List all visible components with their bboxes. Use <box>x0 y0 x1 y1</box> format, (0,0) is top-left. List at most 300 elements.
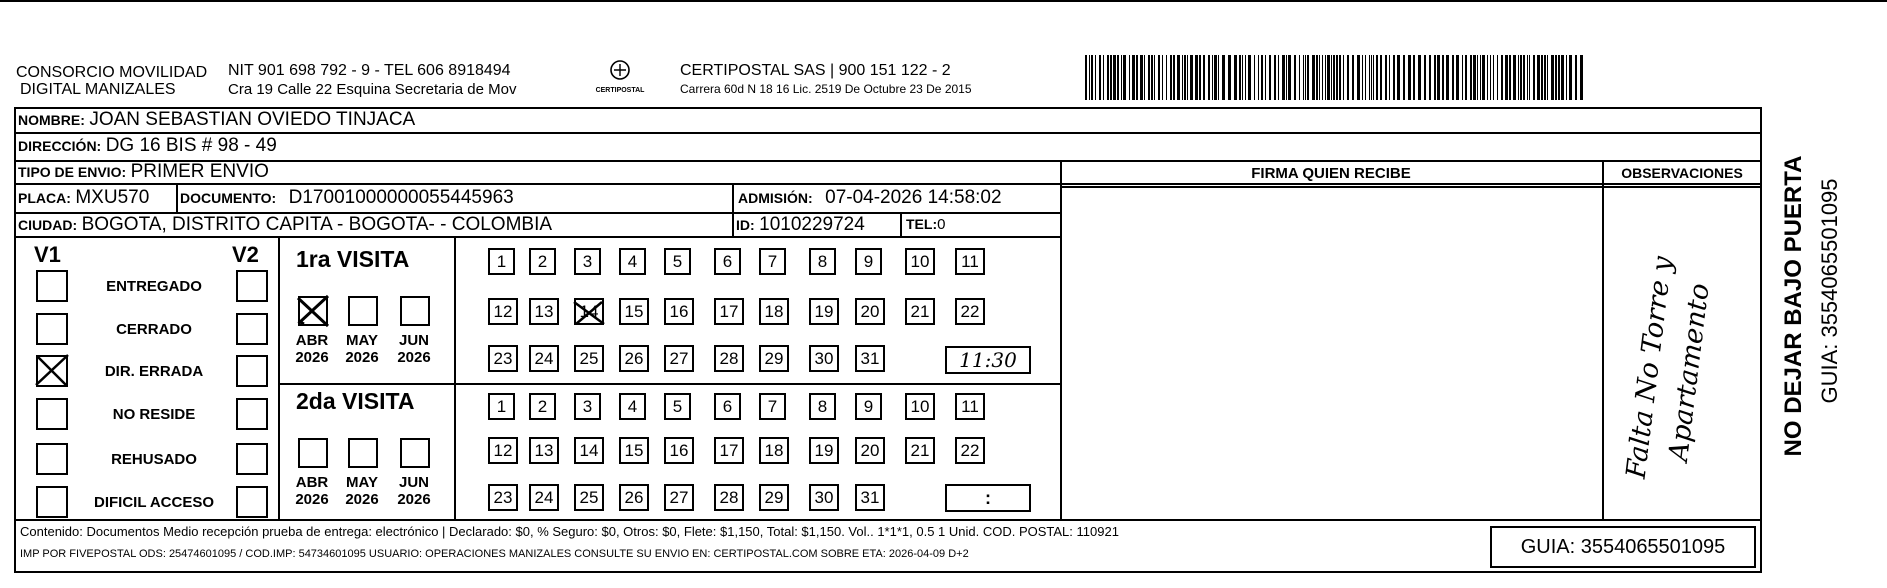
visit2-day-checkbox[interactable]: 12 <box>488 437 518 464</box>
signature-label: FIRMA QUIEN RECIBE <box>1251 165 1411 182</box>
v2-checkbox[interactable] <box>236 486 268 518</box>
barcode-bar <box>1089 55 1090 100</box>
footer-divider <box>14 519 1762 521</box>
barcode-bar <box>1123 55 1126 100</box>
visit1-day-checkbox[interactable]: 15 <box>619 298 649 325</box>
month-year: 2026 <box>345 349 379 366</box>
visit1-day-checkbox[interactable]: 11 <box>955 248 985 275</box>
ship-type-label: TIPO DE ENVIO: <box>18 164 127 180</box>
visit2-day-checkbox[interactable]: 27 <box>664 484 694 511</box>
barcode-bar <box>1136 55 1138 100</box>
visit2-day-checkbox[interactable]: 9 <box>855 393 882 420</box>
visit1-month-label <box>392 332 436 366</box>
barcode-bar <box>1333 55 1335 100</box>
visit1-day-checkbox[interactable]: 26 <box>619 345 649 372</box>
footer-imp: IMP POR FIVEPOSTAL ODS: 25474601095 / COD.IMP: 54734601095 USUARIO: OPERACIONES MANIZALES CONSULTE SU ENVIO EN: CERTIPOSTAL.COM SOBRE ETA: 2026-04-09 D+2 <box>20 548 969 560</box>
barcode-bar <box>1121 55 1122 100</box>
visit1-month-label <box>290 332 334 366</box>
visit2-day-checkbox[interactable]: 13 <box>529 437 559 464</box>
barcode-bar <box>1403 55 1405 100</box>
barcode-bar <box>1343 55 1344 100</box>
carrier-address: Carrera 60d N 18 16 Lic. 2519 De Octubre 23 De 2015 <box>680 82 972 96</box>
row-divider <box>14 183 1762 185</box>
visit1-day-checkbox[interactable]: 2 <box>529 248 556 275</box>
plate-label: PLACA: <box>18 190 71 206</box>
visit-days-divider <box>454 238 456 521</box>
visit1-day-checkbox[interactable]: 31 <box>855 345 885 372</box>
visit2-day-checkbox[interactable]: 7 <box>759 393 786 420</box>
barcode-bar <box>1282 55 1285 100</box>
v1-checkbox[interactable] <box>36 313 68 345</box>
barcode-bar <box>1269 55 1271 100</box>
visit-left-divider <box>278 238 280 521</box>
barcode-bar <box>1434 55 1436 100</box>
visit2-month-checkbox[interactable] <box>348 438 378 468</box>
barcode-bar <box>1212 55 1213 100</box>
barcode-bar <box>1182 55 1183 100</box>
v1-checkbox[interactable] <box>36 270 68 302</box>
check-mark-icon <box>294 292 334 332</box>
document-value: D17001000000055445963 <box>288 187 514 208</box>
barcode-bar <box>1357 55 1360 100</box>
month-name: MAY <box>346 474 378 491</box>
barcode-bar <box>1239 55 1241 100</box>
visit1-day-checkbox[interactable]: 25 <box>574 345 604 372</box>
v2-checkbox[interactable] <box>236 398 268 430</box>
visit1-day-checkbox[interactable]: 18 <box>759 298 789 325</box>
status-label: ENTREGADO <box>106 278 202 295</box>
barcode-bar <box>1371 55 1372 100</box>
observations-area[interactable] <box>1605 190 1759 518</box>
certipostal-logo <box>592 58 648 98</box>
barcode-bar <box>1258 55 1259 100</box>
v2-checkbox[interactable] <box>236 313 268 345</box>
visit2-day-checkbox[interactable]: 11 <box>955 393 985 420</box>
barcode-bar <box>1305 55 1306 100</box>
visit2-month-label <box>340 474 384 508</box>
visit1-day-checkbox[interactable]: 10 <box>905 248 935 275</box>
barcode-bar <box>1497 55 1498 100</box>
cell-divider <box>732 183 734 238</box>
signature-area[interactable] <box>1062 188 1600 518</box>
visit1-day-checkbox[interactable]: 7 <box>759 248 786 275</box>
city-row <box>18 214 552 236</box>
barcode-bar <box>1110 55 1112 100</box>
observations-handwriting: Falta No Torre y Apartamento <box>1620 254 1716 481</box>
barcode-bar <box>1501 55 1503 100</box>
barcode-bar <box>1103 55 1104 100</box>
barcode-bar <box>1166 55 1167 100</box>
visit1-day-checkbox[interactable]: 24 <box>529 345 559 372</box>
month-name: MAY <box>346 332 378 349</box>
admission-value: 07-04-2026 14:58:02 <box>825 187 1002 208</box>
visit2-month-label <box>392 474 436 508</box>
address-row <box>18 135 277 157</box>
visit1-month-checkbox[interactable] <box>298 296 328 326</box>
barcode-bar <box>1170 55 1172 100</box>
visit1-time[interactable]: 11:30 <box>945 346 1031 374</box>
barcode-bar <box>1278 55 1279 100</box>
visit2-title: 2da VISITA <box>296 388 415 414</box>
barcode-bar <box>1214 55 1217 100</box>
barcode-bar <box>1319 55 1320 100</box>
barcode-bar <box>1312 55 1315 100</box>
status-label: DIFICIL ACCESO <box>93 494 214 511</box>
footer-contenido: Contenido: Documentos Medio recepción prueba de entrega: electrónico | Declarado: $0, % Seguro: $0, Otros: $0, Flete: $1,150, Total: $1,150. Vol.. 1*1*1, 0.5 1 Unid. COD. POSTAL: 110921 <box>20 524 1119 539</box>
barcode-bar <box>1376 55 1378 100</box>
barcode-bar <box>1408 55 1411 100</box>
visit1-day-checkbox[interactable]: 8 <box>809 248 836 275</box>
visit2-day-checkbox[interactable]: 31 <box>855 484 885 511</box>
v1-label: V1 <box>34 242 61 267</box>
barcode-bar <box>1424 55 1426 100</box>
barcode-bar <box>1184 55 1186 100</box>
month-year: 2026 <box>345 491 379 508</box>
visit1-day-checkbox[interactable]: 19 <box>809 298 839 325</box>
v1-checkbox[interactable] <box>36 398 68 430</box>
barcode-bar <box>1551 55 1554 100</box>
barcode-bar <box>1265 55 1266 100</box>
admission-row <box>738 187 1002 209</box>
barcode-bar <box>1347 55 1349 100</box>
visit2-day-checkbox[interactable]: 17 <box>714 437 744 464</box>
barcode-bar <box>1537 55 1540 100</box>
visit1-day-checkbox[interactable]: 30 <box>809 345 839 372</box>
barcode-bar <box>1527 55 1528 100</box>
barcode-bar <box>1316 55 1318 100</box>
barcode-bar <box>1203 55 1205 100</box>
month-name: JUN <box>398 474 429 491</box>
visit1-day-checkbox[interactable]: 28 <box>714 345 744 372</box>
barcode-bar <box>1547 55 1548 100</box>
visit1-day-checkbox[interactable]: 14 <box>574 298 604 325</box>
barcode-bar <box>1303 55 1304 100</box>
barcode-bar <box>1544 55 1546 100</box>
visit1-day-checkbox[interactable]: 20 <box>855 298 885 325</box>
logo-text: CERTIPOSTAL <box>595 87 645 94</box>
visit1-day-checkbox[interactable]: 5 <box>664 248 691 275</box>
barcode-bar <box>1513 55 1516 100</box>
company-line1: CONSORCIO MOVILIDAD <box>16 64 208 81</box>
barcode-bar <box>1113 55 1116 100</box>
barcode-bar <box>1569 55 1572 100</box>
form-bottom-border <box>14 571 1762 573</box>
visit2-day-checkbox[interactable]: 6 <box>714 393 741 420</box>
visit2-day-checkbox[interactable]: 19 <box>809 437 839 464</box>
barcode-bar <box>1369 55 1370 100</box>
visit2-day-checkbox[interactable]: 23 <box>488 484 518 511</box>
barcode-bar <box>1393 55 1395 100</box>
visit2-day-checkbox[interactable]: 15 <box>619 437 649 464</box>
v1-checkbox[interactable] <box>36 443 68 475</box>
barcode-bar <box>1154 55 1155 100</box>
barcode-bar <box>1144 55 1145 100</box>
visit1-day-checkbox[interactable]: 17 <box>714 298 744 325</box>
visit2-day-checkbox[interactable]: 22 <box>955 437 985 464</box>
barcode-bar <box>1533 55 1535 100</box>
document-row <box>180 187 514 209</box>
barcode-bar <box>1095 55 1096 100</box>
barcode-bar <box>1288 55 1291 100</box>
visit2-day-checkbox[interactable]: 30 <box>809 484 839 511</box>
barcode-bar <box>1099 55 1101 100</box>
barcode-bar <box>1162 55 1163 100</box>
v2-checkbox[interactable] <box>236 443 268 475</box>
visit2-day-checkbox[interactable]: 8 <box>809 393 836 420</box>
name-label: NOMBRE: <box>18 112 85 128</box>
visit2-day-checkbox[interactable]: 1 <box>488 393 515 420</box>
city-value: BOGOTA, DISTRITO CAPITA - BOGOTA- - COLOMBIA <box>81 214 553 235</box>
barcode-bar <box>1339 55 1341 100</box>
visit2-day-checkbox[interactable]: 2 <box>529 393 556 420</box>
barcode-bar <box>1389 55 1390 100</box>
tel-value: 0 <box>937 216 946 233</box>
barcode-bar <box>1325 55 1326 100</box>
barcode-bar <box>1091 55 1093 100</box>
barcode-bar <box>1274 55 1276 100</box>
barcode-bar <box>1473 55 1476 100</box>
barcode-bar <box>1190 55 1193 100</box>
visit2-day-checkbox[interactable]: 4 <box>619 393 646 420</box>
status-label: DIR. ERRADA <box>104 363 204 380</box>
barcode-bar <box>1299 55 1300 100</box>
visit1-day-checkbox[interactable]: 16 <box>664 298 694 325</box>
address-value: DG 16 BIS # 98 - 49 <box>105 135 277 156</box>
visit1-day-checkbox[interactable]: 23 <box>488 345 518 372</box>
barcode-bar <box>1331 55 1332 100</box>
visit-mid-divider <box>278 383 1060 385</box>
barcode-bar <box>1148 55 1150 100</box>
barcode-bar <box>1129 55 1130 100</box>
id-label: ID: <box>736 217 755 233</box>
visit1-day-checkbox[interactable]: 9 <box>855 248 882 275</box>
visit1-title: 1ra VISITA <box>296 246 410 272</box>
barcode-bar <box>1446 55 1449 100</box>
visit2-month-checkbox[interactable] <box>298 438 328 468</box>
barcode-bar <box>1465 55 1467 100</box>
month-name: ABR <box>295 332 329 349</box>
barcode-bar <box>1566 55 1567 100</box>
row-divider <box>14 132 1762 134</box>
barcode-bar <box>1580 55 1583 100</box>
barcode-bar <box>1254 55 1255 100</box>
barcode-bar <box>1418 55 1421 100</box>
admission-label: ADMISIÓN: <box>738 190 813 206</box>
visit1-day-checkbox[interactable]: 13 <box>529 298 559 325</box>
barcode-bar <box>1234 55 1237 100</box>
barcode-bar <box>1429 55 1431 100</box>
visit2-month-label <box>290 474 334 508</box>
document-label: DOCUMENTO: <box>180 190 277 206</box>
visit1-day-checkbox[interactable]: 29 <box>759 345 789 372</box>
visit1-day-checkbox[interactable]: 22 <box>955 298 985 325</box>
status-label: CERRADO <box>116 321 192 338</box>
name-value: JOAN SEBASTIAN OVIEDO TINJACA <box>89 109 416 130</box>
barcode-bar <box>1107 55 1109 100</box>
month-name: JUN <box>398 332 429 349</box>
visit2-day-checkbox[interactable]: 25 <box>574 484 604 511</box>
barcode-bar <box>1561 55 1564 100</box>
barcode-bar <box>1173 55 1175 100</box>
visit2-day-checkbox[interactable]: 21 <box>905 437 935 464</box>
barcode-bar <box>1208 55 1210 100</box>
v2-checkbox[interactable] <box>236 270 268 302</box>
barcode-bar <box>1529 55 1530 100</box>
barcode-bar <box>1307 55 1309 100</box>
barcode-bar <box>1480 55 1481 100</box>
visit1-day-checkbox[interactable]: 21 <box>905 298 935 325</box>
row-divider <box>14 236 1060 238</box>
visit2-day-checkbox[interactable]: 20 <box>855 437 885 464</box>
barcode-bar <box>1228 55 1231 100</box>
barcode-bar <box>1140 55 1143 100</box>
barcode-bar <box>1218 55 1219 100</box>
v1-checkbox[interactable] <box>36 486 68 518</box>
barcode-bar <box>1286 55 1287 100</box>
check-mark-icon <box>32 351 72 391</box>
month-year: 2026 <box>397 491 431 508</box>
id-row <box>736 214 865 236</box>
visit1-day-checkbox[interactable]: 1 <box>488 248 515 275</box>
barcode-bar <box>1187 55 1188 100</box>
plate-row <box>18 187 149 209</box>
id-value: 1010229724 <box>759 214 865 235</box>
logo-mark-icon <box>608 58 632 82</box>
barcode-bar <box>1322 55 1323 100</box>
visit2-day-checkbox[interactable]: 14 <box>574 437 604 464</box>
barcode-bar <box>1085 55 1087 100</box>
barcode-bar <box>1523 55 1525 100</box>
barcode <box>1085 55 1590 100</box>
visit1-month-checkbox[interactable] <box>400 296 430 326</box>
visit1-day-checkbox[interactable]: 27 <box>664 345 694 372</box>
visit2-day-checkbox[interactable]: 16 <box>664 437 694 464</box>
footer-guia: GUIA: 3554065501095 <box>1490 526 1756 568</box>
visit1-day-checkbox[interactable]: 12 <box>488 298 518 325</box>
name-row <box>18 109 415 131</box>
visit2-day-checkbox[interactable]: 28 <box>714 484 744 511</box>
barcode-bar <box>1362 55 1363 100</box>
barcode-bar <box>1541 55 1543 100</box>
plate-value: MXU570 <box>75 187 150 208</box>
carrier-name: CERTIPOSTAL SAS | 900 151 122 - 2 <box>680 62 951 79</box>
cell-divider <box>900 212 902 238</box>
tel-row <box>906 216 945 234</box>
address-label: DIRECCIÓN: <box>18 138 102 154</box>
barcode-bar <box>1558 55 1560 100</box>
barcode-bar <box>1413 55 1415 100</box>
month-year: 2026 <box>295 349 329 366</box>
visit2-day-checkbox[interactable]: 5 <box>664 393 691 420</box>
barcode-bar <box>1397 55 1400 100</box>
company-nit: NIT 901 698 792 - 9 - TEL 606 8918494 <box>228 62 511 79</box>
barcode-bar <box>1462 55 1463 100</box>
barcode-bar <box>1442 55 1444 100</box>
barcode-bar <box>1177 55 1180 100</box>
barcode-bar <box>1245 55 1246 100</box>
city-label: CIUDAD: <box>18 217 78 233</box>
month-year: 2026 <box>295 491 329 508</box>
barcode-bar <box>1199 55 1201 100</box>
barcode-bar <box>1520 55 1522 100</box>
barcode-bar <box>1437 55 1440 100</box>
tel-label: TEL: <box>906 216 938 232</box>
barcode-bar <box>1487 55 1488 100</box>
barcode-bar <box>1222 55 1225 100</box>
side-text <box>1762 110 1858 510</box>
status-label: NO RESIDE <box>112 406 196 423</box>
form-left-border <box>14 107 16 573</box>
visit2-day-checkbox[interactable]: 18 <box>759 437 789 464</box>
month-name: ABR <box>295 474 329 491</box>
visit2-day-checkbox[interactable]: 3 <box>574 393 601 420</box>
barcode-bar <box>1327 55 1330 100</box>
visit2-time[interactable]: : <box>945 484 1031 512</box>
visit2-day-checkbox[interactable]: 10 <box>905 393 935 420</box>
visit2-day-checkbox[interactable]: 29 <box>759 484 789 511</box>
barcode-bar <box>1490 55 1491 100</box>
barcode-bar <box>1261 55 1263 100</box>
barcode-bar <box>1336 55 1338 100</box>
visit1-day-checkbox[interactable]: 4 <box>619 248 646 275</box>
barcode-bar <box>1380 55 1382 100</box>
observations-label: OBSERVACIONES <box>1621 165 1743 181</box>
barcode-bar <box>1456 55 1459 100</box>
barcode-bar <box>1365 55 1366 100</box>
barcode-bar <box>1242 55 1243 100</box>
barcode-bar <box>1373 55 1374 100</box>
scan-edge-top <box>0 0 1887 2</box>
visit1-month-label <box>340 332 384 366</box>
barcode-bar <box>1493 55 1494 100</box>
company-line2: DIGITAL MANIZALES <box>20 81 176 98</box>
barcode-bar <box>1482 55 1485 100</box>
observations-left-border <box>1602 160 1604 521</box>
visit1-month-checkbox[interactable] <box>348 296 378 326</box>
visit2-day-checkbox[interactable]: 26 <box>619 484 649 511</box>
barcode-bar <box>1158 55 1160 100</box>
visit2-month-checkbox[interactable] <box>400 438 430 468</box>
v1-checkbox[interactable] <box>36 355 68 387</box>
barcode-bar <box>1132 55 1135 100</box>
no-dejar-bajo-puerta: NO DEJAR BAJO PUERTA <box>1780 155 1807 457</box>
check-mark-icon <box>572 298 606 328</box>
barcode-bar <box>1294 55 1296 100</box>
visit2-day-checkbox[interactable]: 24 <box>529 484 559 511</box>
ship-type-row <box>18 161 269 183</box>
barcode-bar <box>1195 55 1198 100</box>
v2-label: V2 <box>232 242 259 267</box>
barcode-bar <box>1509 55 1511 100</box>
barcode-bar <box>1352 55 1354 100</box>
v2-checkbox[interactable] <box>236 355 268 387</box>
side-guia: GUIA: 3554065501095 <box>1817 178 1842 404</box>
visit1-day-checkbox[interactable]: 3 <box>574 248 601 275</box>
barcode-bar <box>1470 55 1472 100</box>
barcode-bar <box>1248 55 1251 100</box>
month-year: 2026 <box>397 349 431 366</box>
barcode-bar <box>1518 55 1519 100</box>
barcode-bar <box>1452 55 1454 100</box>
barcode-bar <box>1575 55 1577 100</box>
barcode-bar <box>1385 55 1387 100</box>
barcode-bar <box>1151 55 1153 100</box>
company-address: Cra 19 Calle 22 Esquina Secretaria de Mov <box>228 81 517 98</box>
status-label: REHUSADO <box>111 451 197 468</box>
cell-divider <box>176 183 178 214</box>
barcode-bar <box>1505 55 1508 100</box>
visit1-day-checkbox[interactable]: 6 <box>714 248 741 275</box>
